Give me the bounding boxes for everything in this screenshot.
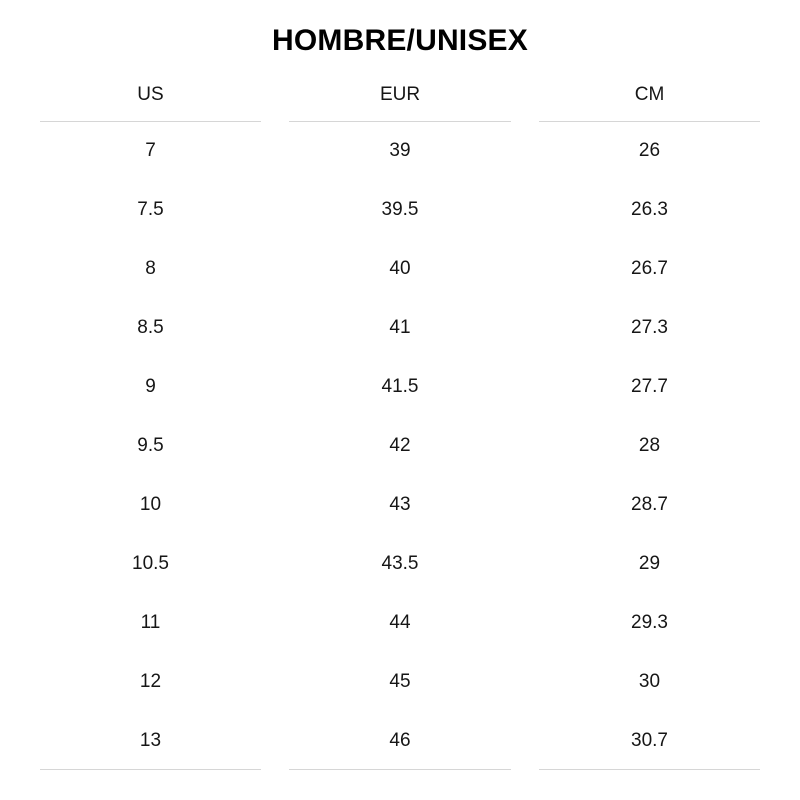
cell-eur: 43: [389, 494, 411, 515]
table-body: [26, 122, 774, 770]
rule-segment: [40, 121, 261, 122]
column-header-eur: EUR: [275, 74, 525, 122]
rule-segment: [539, 769, 760, 770]
table-row: [26, 653, 774, 712]
cell-us: 13: [26, 712, 275, 771]
cell-cm: 26: [638, 140, 661, 161]
cell-cm: 30: [638, 671, 661, 692]
cell-cm: 29: [638, 553, 661, 574]
cell-cm: 26.3: [631, 199, 668, 220]
cell-us: 9.5: [137, 435, 164, 456]
table-row: [26, 417, 774, 476]
cell-eur: 46: [275, 712, 525, 771]
table-header-row: [26, 74, 774, 122]
cell-us: 12: [139, 671, 162, 692]
column-header-cm: CM: [525, 74, 774, 122]
size-chart-table: [26, 74, 774, 770]
table-row: [26, 181, 774, 240]
cell-eur: 43.5: [381, 553, 419, 574]
cell-eur: 39.5: [381, 199, 419, 220]
table-row: [26, 122, 774, 181]
cell-eur: 45: [389, 671, 411, 692]
cell-cm: 27.3: [631, 317, 668, 338]
table-row: [26, 594, 774, 653]
table-header: [26, 74, 774, 122]
cell-us: 10.5: [132, 553, 169, 574]
cell-us: 8.5: [137, 317, 164, 338]
cell-us: 7.5: [137, 199, 164, 220]
cell-cm: 28: [638, 435, 661, 456]
rule-segment: [289, 121, 511, 122]
page-title: HOMBRE/UNISEX: [272, 24, 528, 57]
rule-segment: [289, 769, 511, 770]
table-row: [26, 476, 774, 535]
cell-cm: 29.3: [631, 612, 668, 633]
cell-cm: 30.7: [525, 712, 774, 771]
cell-cm: 26.7: [631, 258, 668, 279]
rule-segment: [40, 769, 261, 770]
cell-us: 7: [145, 140, 156, 161]
cell-us: 9: [145, 376, 156, 397]
cell-eur: 44: [389, 612, 411, 633]
column-header-us: US: [26, 74, 275, 122]
table-row: [26, 240, 774, 299]
cell-us: 8: [145, 258, 156, 279]
table-row: [26, 358, 774, 417]
cell-eur: 41: [389, 317, 411, 338]
cell-eur: 39: [389, 140, 411, 161]
rule-segment: [539, 121, 760, 122]
cell-us: 11: [140, 612, 161, 633]
cell-us: 10: [139, 494, 162, 515]
cell-eur: 42: [389, 435, 411, 456]
table-row: [26, 299, 774, 358]
cell-cm: 28.7: [631, 494, 668, 515]
cell-cm: 27.7: [631, 376, 668, 397]
table-row: [26, 712, 774, 771]
cell-eur: 41.5: [381, 376, 419, 397]
cell-eur: 40: [389, 258, 411, 279]
table-row: [26, 535, 774, 594]
